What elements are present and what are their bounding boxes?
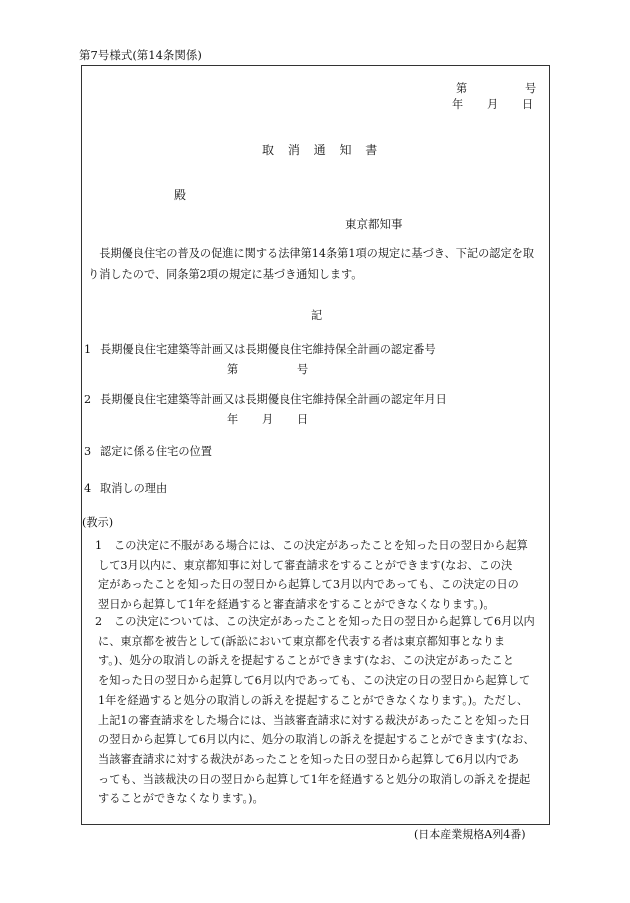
item-number: 3 — [84, 445, 92, 458]
body-line: り消したので、同条第2項の規定に基づき通知します。 — [88, 268, 363, 281]
body-line: 長期優良住宅の普及の促進に関する法律第14条第1項の規定に基づき、下記の認定を取 — [88, 247, 535, 260]
note-number: 1 — [95, 539, 103, 552]
notice-heading: (教示) — [82, 516, 114, 529]
note-line: して3月以内に、東京都知事に対して審査請求をすることができます(なお、この決 — [98, 558, 513, 572]
item-text: 取消しの理由 — [100, 482, 168, 495]
note-line: 定があったことを知った日の翌日から起算して3月以内であっても、この決定の日の — [98, 578, 519, 592]
item-sub: 号 — [297, 363, 309, 376]
ki-label: 記 — [311, 309, 323, 322]
item-sub: 年 — [227, 413, 239, 426]
item-number: 2 — [84, 393, 92, 406]
note-line: 1年を経過すると処分の取消しの訴えを提起することができなくなります。)。ただし、 — [98, 693, 529, 707]
date-month: 月 — [487, 98, 499, 111]
item-number: 1 — [84, 343, 92, 356]
document-title: 取 消 通 知 書 — [262, 143, 383, 157]
form-number: 第7号様式(第14条関係) — [79, 48, 202, 62]
note-line: この決定に不服がある場合には、この決定があったことを知った日の翌日から起算 — [114, 539, 528, 552]
item-text: 長期優良住宅建築等計画又は長期優良住宅維持保全計画の認定番号 — [100, 343, 436, 356]
note-line: を知った日の翌日から起算して6月以内であっても、この決定の日の翌日から起算して — [98, 674, 531, 688]
item-sub: 月 — [262, 413, 274, 426]
item-text: 認定に係る住宅の位置 — [100, 445, 212, 458]
footer-note: (日本産業規格A列4番) — [414, 828, 526, 841]
note-number: 2 — [95, 615, 103, 628]
note-line: この決定については、この決定があったことを知った日の翌日から起算して6月以内 — [114, 615, 535, 628]
note-line: 翌日から起算して1年を経過すると審査請求をすることができなくなります。)。 — [98, 598, 495, 612]
note-line: の翌日から起算して6月以内に、処分の取消しの訴えを提起することができます(なお、 — [98, 733, 535, 747]
sender: 東京都知事 — [345, 217, 403, 231]
note-line: することができなくなります。)。 — [98, 792, 264, 806]
note-2 — [98, 612, 548, 809]
note-1 — [98, 536, 548, 615]
number-dai: 第 — [456, 82, 468, 95]
item-sub: 日 — [297, 413, 309, 426]
note-line: っても、当該裁決の日の翌日から起算して1年を経過すると処分の取消しの訴えを提起 — [98, 772, 531, 786]
date-day: 日 — [522, 98, 534, 111]
note-line: 上記1の審査請求をした場合には、当該審査請求に対する裁決があったことを知った日 — [98, 713, 531, 727]
note-line: 当該審査請求に対する裁決があったことを知った日の翌日から起算して6月以内であ — [98, 752, 519, 766]
note-line: す。)、処分の取消しの訴えを提起することができます(なお、この決定があったこと — [98, 654, 515, 668]
date-year: 年 — [452, 98, 464, 111]
number-go: 号 — [525, 82, 537, 95]
item-number: 4 — [84, 482, 92, 495]
item-text: 長期優良住宅建築等計画又は長期優良住宅維持保全計画の認定年月日 — [100, 393, 447, 406]
addressee-suffix: 殿 — [174, 188, 187, 202]
note-line: に、東京都を被告として(訴訟において東京都を代表する者は東京都知事となりま — [98, 634, 506, 648]
body-paragraph — [88, 243, 548, 285]
item-sub: 第 — [227, 363, 239, 376]
